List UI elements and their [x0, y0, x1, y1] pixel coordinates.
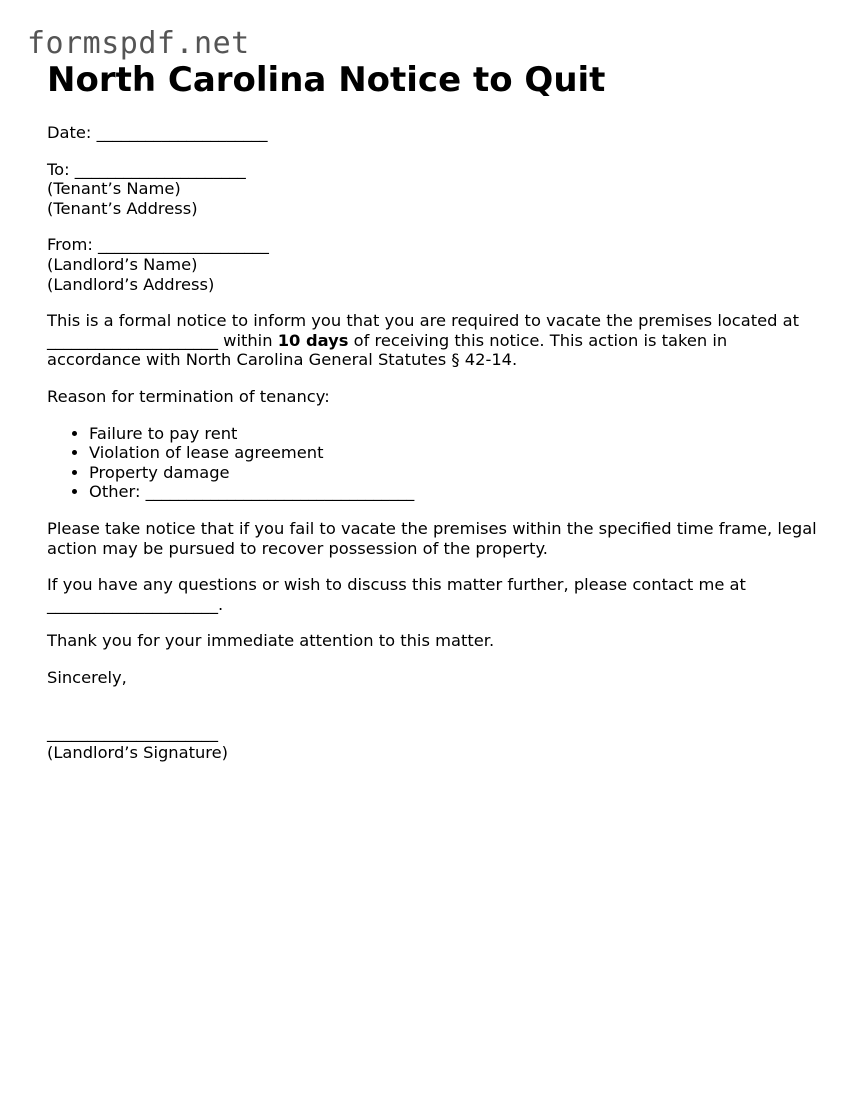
landlord-name-label: (Landlord’s Name) [47, 254, 198, 274]
to-block [47, 160, 817, 219]
signature-label: (Landlord’s Signature) [47, 743, 229, 763]
notice-period: 10 days [277, 330, 349, 350]
signature-block [47, 723, 817, 762]
reason-item: • Other: _________________________________ [89, 482, 817, 502]
reason-item: • Violation of lease agreement [89, 443, 817, 463]
notice-text-before: This is a formal notice to inform you that you are required to vacate the premises located at _____________________ within [47, 311, 800, 350]
to-field: To: _____________________ [47, 159, 246, 179]
date-field: Date: _____________________ [47, 123, 268, 142]
contact-paragraph: If you have any questions or wish to discuss this matter further, please contact me at _____________________. [47, 575, 746, 614]
document-title: North Carolina Notice to Quit [47, 60, 606, 100]
reason-item: • Property damage [89, 463, 817, 483]
signature-line: _____________________ [47, 723, 218, 743]
notice-paragraph [47, 311, 817, 370]
tenant-name-label: (Tenant’s Name) [47, 179, 181, 199]
watermark-text: formspdf.net [27, 26, 250, 61]
from-block [47, 235, 817, 294]
from-field: From: _____________________ [47, 235, 269, 255]
landlord-address-label: (Landlord’s Address) [47, 274, 215, 294]
document-body [47, 60, 817, 780]
notice-text-after: of receiving this notice. This action is taken in accordance with North Carolina General Statutes § 42-14. [47, 330, 728, 370]
reason-list [47, 424, 817, 502]
warning-paragraph: Please take notice that if you fail to vacate the premises within the specified time frame, legal action may be pursued to recover possession of the property. [47, 518, 817, 558]
reason-heading: Reason for termination of tenancy: [47, 386, 330, 406]
thanks-paragraph: Thank you for your immediate attention to this matter. [47, 631, 495, 651]
tenant-address-label: (Tenant’s Address) [47, 198, 198, 218]
closing-text: Sincerely, [47, 667, 127, 687]
reason-item: • Failure to pay rent [89, 424, 817, 444]
